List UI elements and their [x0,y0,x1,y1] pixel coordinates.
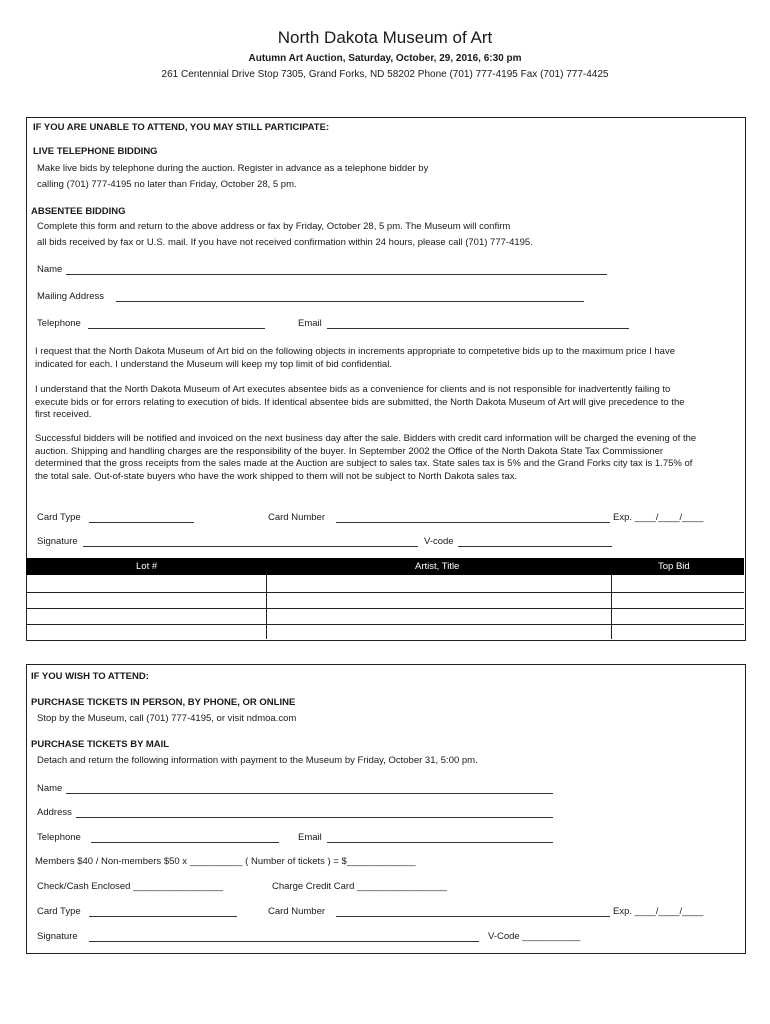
absentee-bidding-text: all bids received by fax or U.S. mail. If you have not received confirmation within 24 hours, please call (701) 777-4195. [37,237,533,248]
museum-address: 261 Centennial Drive Stop 7305, Grand Forks, ND 58202 Phone (701) 777-4195 Fax (701) 777-4425 [161,69,609,80]
purchase-mail-heading: PURCHASE TICKETS BY MAIL [31,739,170,750]
vcode-label: V-code [424,536,454,547]
live-bidding-heading: LIVE TELEPHONE BIDDING [33,146,158,157]
mailing-address-label: Mailing Address [37,291,105,302]
ticket-address-label: Address [37,807,72,818]
card-type-field[interactable] [89,522,194,523]
top-bid-column-header: Top Bid [658,561,690,572]
table-cell-artist-title[interactable] [267,625,610,638]
ticket-vcode-field[interactable]: V-Code ___________ [488,931,581,942]
ticket-name-label: Name [37,783,63,794]
ticket-email-field[interactable] [327,842,553,843]
absentee-section-heading: IF YOU ARE UNABLE TO ATTEND, YOU MAY STILL PARTICIPATE: [33,122,330,133]
ticket-card-type-field[interactable] [89,916,237,917]
check-cash-field[interactable]: Check/Cash Enclosed _________________ [37,881,223,892]
table-cell-top-bid[interactable] [612,576,743,591]
ticket-card-number-field[interactable] [336,916,610,917]
card-number-field[interactable] [336,522,610,523]
charge-credit-card-field[interactable]: Charge Credit Card _________________ [272,881,447,892]
email-label: Email [298,318,322,329]
event-subtitle: Autumn Art Auction, Saturday, October, 29, 2016, 6:30 pm [248,53,522,64]
attend-section-heading: IF YOU WISH TO ATTEND: [31,671,149,682]
ticket-signature-label: Signature [37,931,78,942]
ticket-address-field[interactable] [76,817,553,818]
table-cell-lot[interactable] [27,576,265,591]
bid-table-header [26,558,744,575]
ticket-card-number-label: Card Number [268,906,326,917]
ticket-name-field[interactable] [66,793,553,794]
telephone-field[interactable] [88,328,265,329]
email-field[interactable] [327,328,629,329]
signature-field[interactable] [83,546,418,547]
lot-number-column-header: Lot # [136,561,158,572]
ticket-card-type-label: Card Type [37,906,81,917]
purchase-online-heading: PURCHASE TICKETS IN PERSON, BY PHONE, OR ONLINE [31,697,296,708]
table-cell-artist-title[interactable] [267,609,610,623]
ticket-telephone-field[interactable] [91,842,279,843]
absentee-bidding-text: Complete this form and return to the above address or fax by Friday, October 28, 5 pm. The Museum will confirm [37,221,511,232]
card-type-label: Card Type [37,512,81,523]
live-bidding-text: calling (701) 777-4195 no later than Friday, October 28, 5 pm. [37,179,297,190]
liability-paragraph: I understand that the North Dakota Museum of Art executes absentee bids as a convenience for clients and is not responsible for inadvertently failing to execute bids or for errors relating to execution of bids. If identical absentee bids are submitted, the North Dakota Museum of Art will give precedence to the first received. [35,384,685,421]
absentee-bidding-heading: ABSENTEE BIDDING [31,206,126,217]
vcode-field[interactable] [458,546,612,547]
expiration-field[interactable]: Exp. ____/____/____ [613,512,704,523]
table-cell-artist-title[interactable] [267,576,610,591]
table-cell-top-bid[interactable] [612,609,743,623]
payment-tax-paragraph: Successful bidders will be notified and invoiced on the next business day after the sale. Bidders with credit card information will be charged the evening of the auction. Shipping and handling charges are the responsibility of the buyer. In September 2002 the Office of the North Dakota State Tax Commissioner determined that the gross receipts from the sales made at the Auction are subject to sales tax. State sales tax is 5% and the Grand Forks city tax is 1.75% of the total sale. Out-of-state buyers who have the work shipped to them will not be subject to North Dakota sales tax. [35,433,697,482]
table-cell-artist-title[interactable] [267,593,610,607]
table-cell-lot[interactable] [27,625,265,638]
live-bidding-text: Make live bids by telephone during the auction. Register in advance as a telephone bidder by [37,163,429,174]
ticket-signature-field[interactable] [89,941,479,942]
table-cell-top-bid[interactable] [612,593,743,607]
purchase-online-text: Stop by the Museum, call (701) 777-4195, or visit ndmoa.com [37,713,297,724]
ticket-email-label: Email [298,832,322,843]
table-cell-top-bid[interactable] [612,625,743,638]
name-label: Name [37,264,63,275]
ticket-telephone-label: Telephone [37,832,81,843]
card-number-label: Card Number [268,512,326,523]
artist-title-column-header: Artist, Title [415,561,460,572]
bid-request-paragraph: I request that the North Dakota Museum of Art bid on the following objects in increments appropriate to competetive bids up to the maximum price I have indicated for each. I understand the Museum will keep my top limit of bid confidential. [35,346,675,370]
name-field[interactable] [66,274,607,275]
telephone-label: Telephone [37,318,81,329]
page-title: North Dakota Museum of Art [277,28,493,47]
ticket-quantity-line[interactable]: Members $40 / Non-members $50 x __________ ( Number of tickets ) = $_____________ [35,856,416,867]
table-cell-lot[interactable] [27,609,265,623]
purchase-mail-text: Detach and return the following information with payment to the Museum by Friday, October 31, 5:00 pm. [37,755,478,766]
ticket-expiration-field[interactable]: Exp. ____/____/____ [613,906,704,917]
signature-label: Signature [37,536,78,547]
mailing-address-field[interactable] [116,301,584,302]
table-cell-lot[interactable] [27,593,265,607]
